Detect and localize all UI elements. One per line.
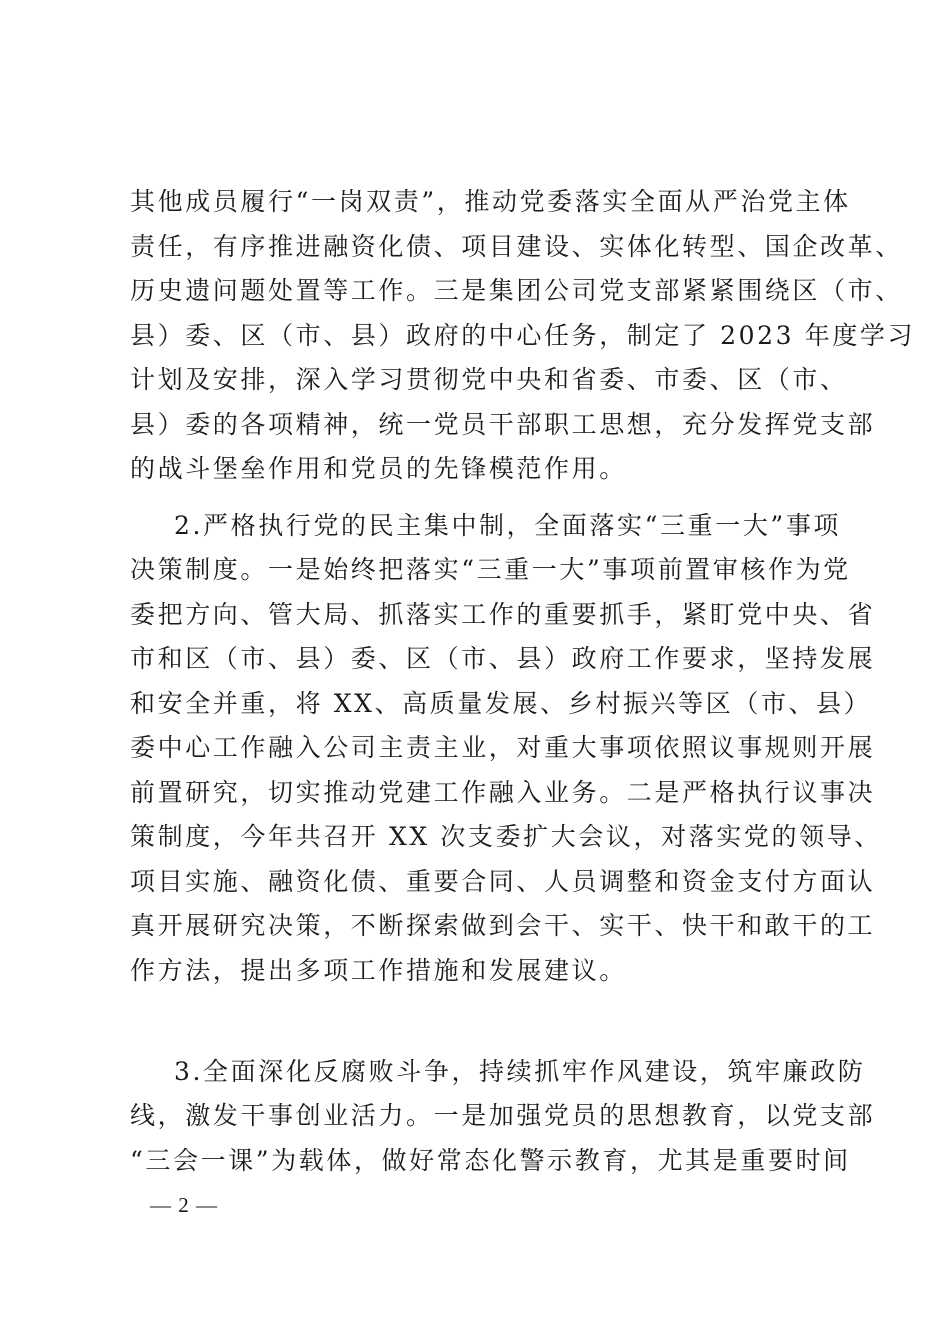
text-line: 历史遗问题处置等工作。三是集团公司党支部紧紧围绕区（市、	[130, 276, 903, 305]
text-line: 责任，有序推进融资化债、项目建设、实体化转型、国企改革、	[130, 231, 903, 261]
page-number: — 2 —	[150, 1193, 218, 1217]
text-line: 作方法，提出多项工作措施和发展建议。	[130, 955, 627, 985]
text-line: 的战斗堡垒作用和党员的先锋模范作用。	[130, 454, 627, 483]
section-heading-line: 2.严格执行党的民主集中制，全面落实“三重一大”事项	[174, 510, 842, 540]
paragraph-section-3	[130, 1050, 876, 1184]
text-line: 县）委、区（市、县）政府的中心任务，制定了 2023 年度学习	[130, 320, 916, 350]
paragraph-continuation	[130, 180, 916, 492]
text-line: 项目实施、融资化债、重要合同、人员调整和资金支付方面认	[130, 866, 876, 896]
text-line: 决策制度。一是始终把落实“三重一大”事项前置审核作为党	[130, 555, 851, 584]
text-line: 委把方向、管大局、抓落实工作的重要抓手，紧盯党中央、省	[130, 599, 876, 629]
text-line: 策制度，今年共召开 XX 次支委扩大会议，对落实党的领导、	[130, 822, 882, 851]
text-line: “三会一课”为载体，做好常态化警示教育，尤其是重要时间	[130, 1145, 851, 1175]
text-line: 县）委的各项精神，统一党员干部职工思想，充分发挥党支部	[130, 409, 876, 439]
text-line: 真开展研究决策，不断探索做到会干、实干、快干和敢干的工	[130, 911, 876, 940]
text-line: 和安全并重，将 XX、高质量发展、乡村振兴等区（市、县）	[130, 688, 872, 718]
text-line: 前置研究，切实推动党建工作融入业务。二是严格执行议事决	[130, 777, 876, 807]
text-line: 线，激发干事创业活力。一是加强党员的思想教育，以党支部	[130, 1101, 876, 1130]
text-line: 市和区（市、县）委、区（市、县）政府工作要求，坚持发展	[130, 644, 876, 673]
text-line: 其他成员履行“一岗双责”，推动党委落实全面从严治党主体	[130, 187, 851, 216]
text-line	[130, 993, 830, 1038]
text-line: 计划及安排，深入学习贯彻党中央和省委、市委、区（市、	[130, 365, 848, 394]
paragraph-section-2	[130, 504, 882, 1038]
body-text	[130, 180, 916, 1183]
section-heading-line: 3.全面深化反腐败斗争，持续抓牢作风建设，筑牢廉政防	[174, 1056, 866, 1086]
text-line: 委中心工作融入公司主责主业，对重大事项依照议事规则开展	[130, 733, 876, 762]
